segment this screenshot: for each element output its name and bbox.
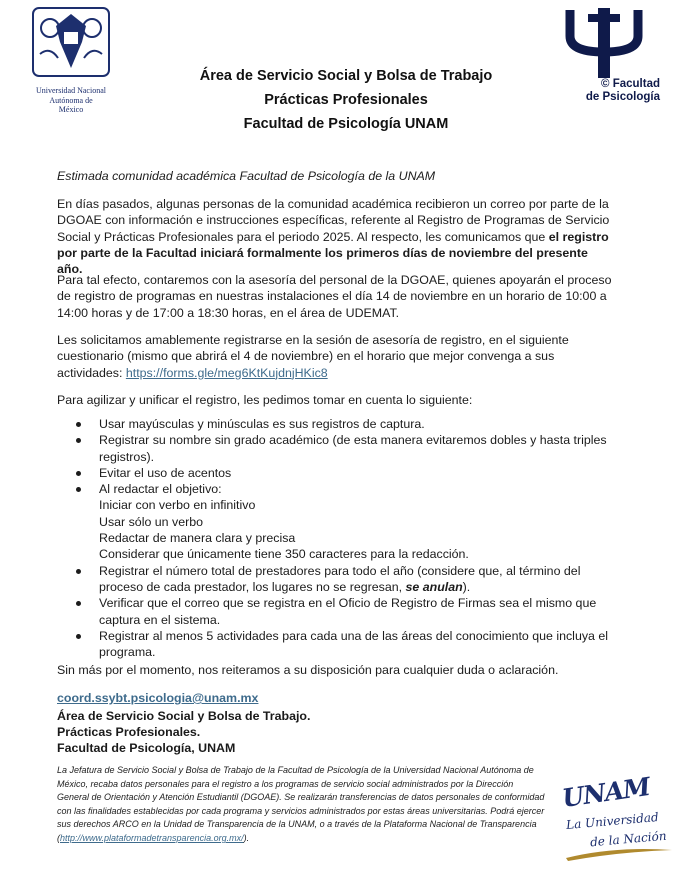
list-item-text: Verificar que el correo que se registra en el Oficio de Registro de Firmas sea el mismo que captura en el sistema. <box>99 596 597 627</box>
unam-seal-text-3: México <box>58 105 84 114</box>
paragraph-1-text: En días pasados, algunas personas de la comunidad académica recibieron un correo por parte de la DGOAE con información e instrucciones específicas, referente al Registro de Programas de Servicio Social y Prácticas Profesionales para el periodo 2025. Al respecto, les comunicamos que <box>57 197 610 244</box>
privacy-text-end: ). <box>243 832 250 843</box>
email-link[interactable]: coord.ssybt.psicologia@unam.mx <box>57 691 259 705</box>
signature-line-3: Facultad de Psicología, UNAM <box>57 741 236 755</box>
list-item <box>57 481 612 562</box>
closing: Sin más por el momento, nos reiteramos a su disposición para cualquier duda o aclaración. <box>57 663 559 677</box>
unam-seal-text-1: Universidad Nacional <box>36 86 106 95</box>
privacy-notice <box>57 764 545 846</box>
list-item <box>57 563 612 596</box>
list-item-text: Al redactar el objetivo: <box>99 482 222 497</box>
paragraph-2: Para tal efecto, contaremos con la asesoría del personal de la DGOAE, quienes apoyarán el proceso de registro de programas en nuestras instalaciones el día 14 de noviembre en un horario de 10:00 a 14:00 horas y de 17:00 a 18:30 horas, en el área de UDEMAT. <box>57 273 612 320</box>
email-line <box>57 690 612 706</box>
list-item <box>57 432 612 465</box>
list-item-text: Registrar el número total de prestadores para todo el año (considere que, al término del proceso de cada prestador, los lugares no se regresan, <box>99 563 581 594</box>
sub-item: Considerar que únicamente tiene 350 caracteres para la redacción. <box>99 547 469 562</box>
bullet-icon <box>76 471 81 476</box>
list-item-text: Registrar al menos 5 actividades para cada una de las áreas del conocimiento que incluya el programa. <box>99 628 609 660</box>
list-item-emphasis: se anulan <box>405 579 463 594</box>
list-item <box>57 465 612 481</box>
list-item-text-end: ). <box>462 579 471 594</box>
sub-item: Iniciar con verbo en infinitivo <box>99 498 256 513</box>
paragraph-1 <box>57 196 612 277</box>
unam-tagline-1: La Universidad <box>565 809 660 833</box>
requirements-list <box>57 416 612 660</box>
psicologia-logo-text-1: © Facultad <box>601 78 660 90</box>
transparency-link[interactable]: http://www.plataformadetransparencia.org.mx/ <box>60 832 244 843</box>
unam-seal-text-2: Autónoma de <box>49 95 93 105</box>
signature-line-2: Prácticas Profesionales. <box>57 725 201 739</box>
list-item <box>57 416 612 432</box>
paragraph-3-text: Les solicitamos amablemente registrarse en la sesión de asesoría de registro, en el siguiente cuestionario (mismo que abrirá el 4 de noviembre) en el horario que mejor convenga a sus actividades: <box>57 333 569 380</box>
list-item-text: Usar mayúsculas y minúsculas es sus registros de captura. <box>99 417 425 431</box>
forms-link[interactable]: https://forms.gle/meg6KtKujdnjHKic8 <box>125 365 328 380</box>
bullet-icon <box>76 438 81 443</box>
sub-item: Redactar de manera clara y precisa <box>99 531 296 546</box>
unam-nacion-logo <box>560 772 676 866</box>
list-item-text: Registrar su nombre sin grado académico (de esta manera evitaremos dobles y hasta triples registros). <box>99 433 607 464</box>
list-item <box>57 628 612 661</box>
bullet-icon <box>76 601 81 606</box>
bullet-icon <box>76 634 81 639</box>
bullet-icon <box>76 569 81 574</box>
header-line-3: Facultad de Psicología UNAM <box>243 116 449 132</box>
psicologia-logo-text-2: de Psicología <box>585 91 660 103</box>
greeting: Estimada comunidad académica Facultad de Psicología de la UNAM <box>57 169 436 183</box>
paragraph-3 <box>57 332 612 381</box>
paragraph-4: Para agilizar y unificar el registro, les pedimos tomar en cuenta lo siguiente: <box>57 393 473 407</box>
paragraph-1-bold: el registro por parte de la Facultad iniciará formalmente los primeros días de noviembre del presente año. <box>57 229 609 277</box>
header-line-2: Prácticas Profesionales <box>264 92 428 108</box>
header-line-1: Área de Servicio Social y Bolsa de Trabajo <box>199 68 493 84</box>
list-item-text: Evitar el uso de acentos <box>99 465 232 480</box>
sub-item: Usar sólo un verbo <box>99 514 203 529</box>
unam-tagline-2: de la Nación <box>589 828 668 850</box>
bullet-icon <box>76 422 81 427</box>
signature-line-1: Área de Servicio Social y Bolsa de Trabajo. <box>57 709 311 723</box>
privacy-text: La Jefatura de Servicio Social y Bolsa de Trabajo de la Facultad de Psicología de la Universidad Nacional Autónoma de México, recaba datos personales para el registro a los programas de servicio social administrados por la Dirección General de Orientación y Atención Estudiantil (DGOAE). Se realizarán transferencias de datos personales de conformidad con las finalidades establecidas por cada programa y servicios administrados por estas áreas universitarias. Podrá ejercer sus derechos ARCO en la Unidad de Transparencia de la UNAM, o a través de la Plataforma Nacional de Transparencia ( <box>57 765 545 843</box>
gold-swoosh-icon <box>564 844 674 862</box>
unam-wordmark: UNAM <box>560 772 652 813</box>
bullet-icon <box>76 487 81 492</box>
list-item <box>57 595 612 628</box>
